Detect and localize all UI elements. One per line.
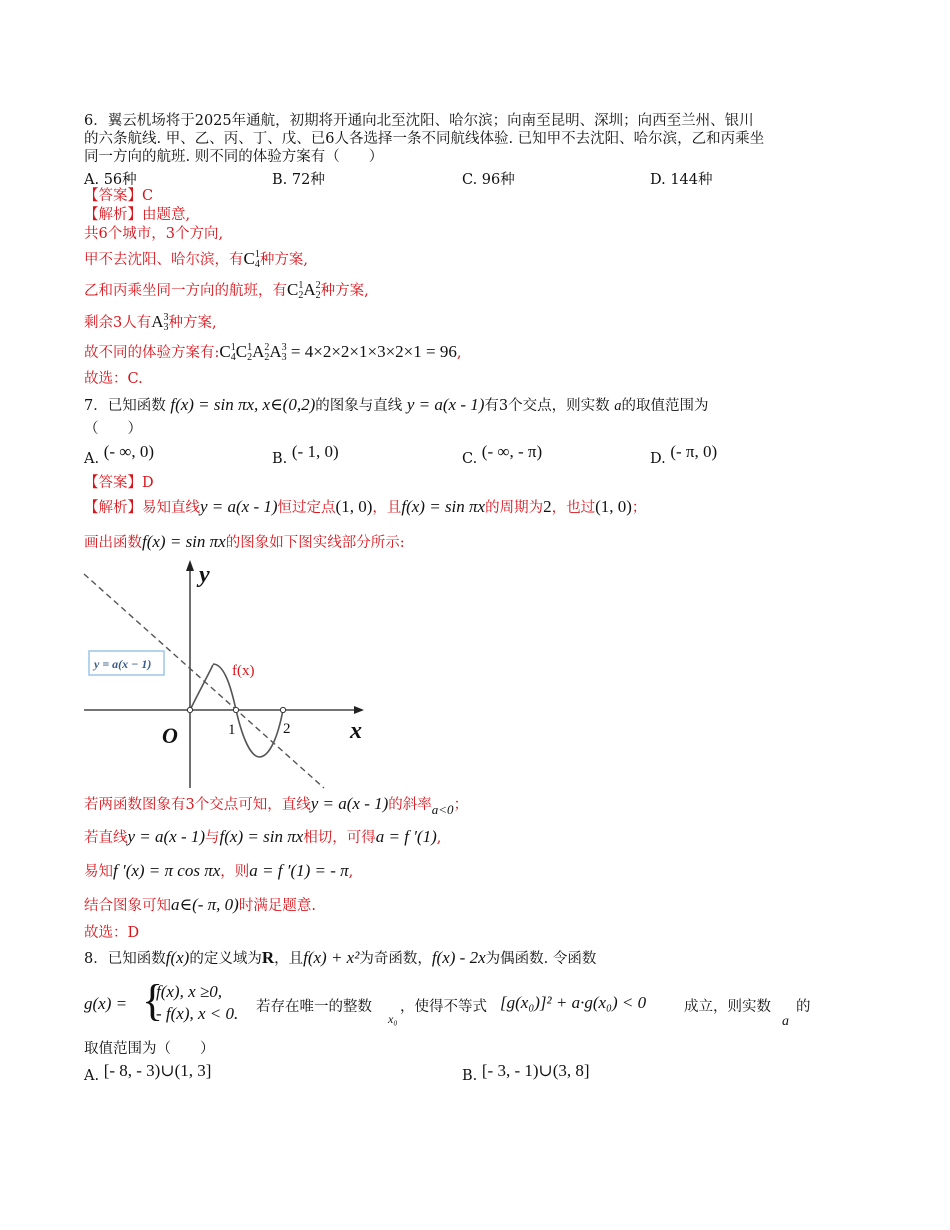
tick-one-label: 1 [228, 722, 236, 738]
q8-stem-line1: 8．已知函数f(x)的定义域为R，且f(x) + x²为奇函数，f(x) - 2x为偶函数. 令函数 [84, 948, 597, 967]
q6-stem-line3: 同一方向的航班. 则不同的体验方案有（ ） [84, 149, 384, 165]
o-label: O [162, 723, 178, 748]
q6-option-c: C. 96种 [462, 172, 515, 188]
q6-option-b: B. 72种 [272, 172, 325, 188]
brace-icon: { [142, 976, 164, 1025]
line-label: y = a(x − 1) [94, 657, 152, 671]
q7-option-c: C. (- ∞, - π) [462, 442, 543, 467]
q7-option-a: A. (- ∞, 0) [84, 442, 155, 467]
function-graph [80, 556, 380, 796]
q6-formula-c21a22: C 1 2 A 2 2 [287, 280, 321, 302]
q6-analysis-line4 [84, 313, 217, 333]
q6-option-a: A. 56种 [84, 172, 137, 188]
g-lhs: g(x) = [84, 994, 128, 1013]
point-two [280, 707, 285, 712]
x-axis-arrow [354, 706, 364, 714]
q8-stem-line2-a: 若存在唯一的整数 [256, 999, 372, 1015]
q7-analysis-line1: 【解析】易知直线y = a(x - 1)恒过定点(1, 0)，且f(x) = sin πx的周期为2，也过(1, 0)； [84, 497, 647, 516]
q6-analysis-line2 [84, 250, 308, 270]
q7-stem-func: f(x) = sin πx, x∈(0,2) [170, 395, 316, 414]
q6-line2-tail: 种方案, [259, 252, 308, 268]
q6-option-d: D. 144种 [650, 172, 713, 188]
q6-line3-tail: 种方案, [320, 283, 369, 299]
q7-analysis-line3: 若两函数图象有3个交点可知，直线y = a(x - 1)的斜率a<0； [84, 794, 469, 817]
q6-formula-a33: A 3 3 [151, 312, 169, 334]
x-label: x [350, 718, 362, 744]
q6-line3-text: 乙和丙乘坐同一方向的航班，有 [84, 283, 287, 299]
q7-option-d: D. (- π, 0) [650, 442, 718, 467]
q7-stem-line: y = a(x - 1) [406, 395, 485, 414]
q6-formula-c41: C 1 4 [243, 249, 260, 271]
q8-stem-line3: 取值范围为（ ） [84, 1041, 215, 1057]
q6-line4-text: 剩余3人有 [84, 315, 152, 331]
g-case2: - f(x), x < 0. [156, 1004, 239, 1023]
tick-two-label: 2 [283, 721, 291, 737]
point-origin [187, 707, 192, 712]
q7-analysis-line5: 易知f ′(x) = π cos πx，则a = f ′(1) = - π, [84, 861, 354, 880]
q6-analysis-line5: 故不同的体验方案有:C 1 4 C 1 2 A 2 2 A 3 3 = 4×2×2×1×3×2×1 = 96, [84, 342, 462, 364]
q6-line4-tail: 种方案, [168, 315, 217, 331]
q7-stem-paren: （ ） [84, 421, 142, 437]
q8-option-b: B. [- 3, - 1)∪(3, 8] [462, 1061, 590, 1084]
q6-analysis-line3 [84, 281, 369, 301]
point-one [233, 707, 238, 712]
q8-inequality: [g(x₀)]² + a·g(x₀) < 0 [500, 993, 647, 1012]
q7-conclusion: 故选：D [84, 925, 140, 941]
q7-analysis-line2: 画出函数f(x) = sin πx的图象如下图实线部分所示: [84, 532, 405, 551]
f-label: f(x) [232, 663, 255, 679]
q7-stem: 7．已知函数 f(x) = sin πx, x∈(0,2)的图象与直线 y = a(x - 1)有3个交点，则实数 a的取值范围为 [84, 395, 709, 414]
q6-analysis-head: 【解析】由题意, [84, 207, 191, 223]
q6-stem-line1: 6．翼云机场将于2025年通航，初期将开通向北至沈阳、哈尔滨；向南至昆明、深圳；向西至兰州、银川 [84, 113, 754, 129]
q6-conclusion: 故选：C. [84, 371, 143, 387]
q6-line2-text: 甲不去沈阳、哈尔滨，有 [84, 252, 244, 268]
q7-analysis-line6: 结合图象可知a∈(- π, 0)时满足题意. [84, 895, 316, 914]
q7-answer: 【答案】D [84, 475, 154, 491]
g-case1: f(x), x ≥0, [156, 982, 222, 1001]
q6-line5-text: 故不同的体验方案有: [84, 345, 220, 361]
y-label: y [199, 562, 210, 588]
q8-option-a: A. [- 8, - 3)∪(1, 3] [84, 1061, 212, 1084]
q7-option-b: B. (- 1, 0) [272, 442, 339, 467]
q6-stem-line2: 的六条航线. 甲、乙、丙、丁、戊、已6人各选择一条不同航线体验. 已知甲不去沈阳、哈尔滨，乙和丙乘坐 [84, 131, 765, 147]
q8-piecewise-line: g(x) = { f(x), x ≥0, - f(x), x < 0. 若存在唯一的整数 x₀ ，使得不等式 [g(x₀)]² + a·g(x₀) < 0 成立，则实数 a 的 [84, 976, 811, 1029]
q6-formula-total: C 1 4 C 1 2 A 2 2 A 3 3 = 4×2×2×1×3×2×1 = 96 [219, 342, 457, 364]
q7-analysis-line4: 若直线y = a(x - 1)与f(x) = sin πx相切，可得a = f ′(1), [84, 827, 442, 846]
q6-answer: 【答案】C [84, 188, 154, 204]
q6-analysis-line1: 共6个城市，3个方向, [84, 226, 224, 242]
y-axis-arrow [186, 560, 194, 571]
